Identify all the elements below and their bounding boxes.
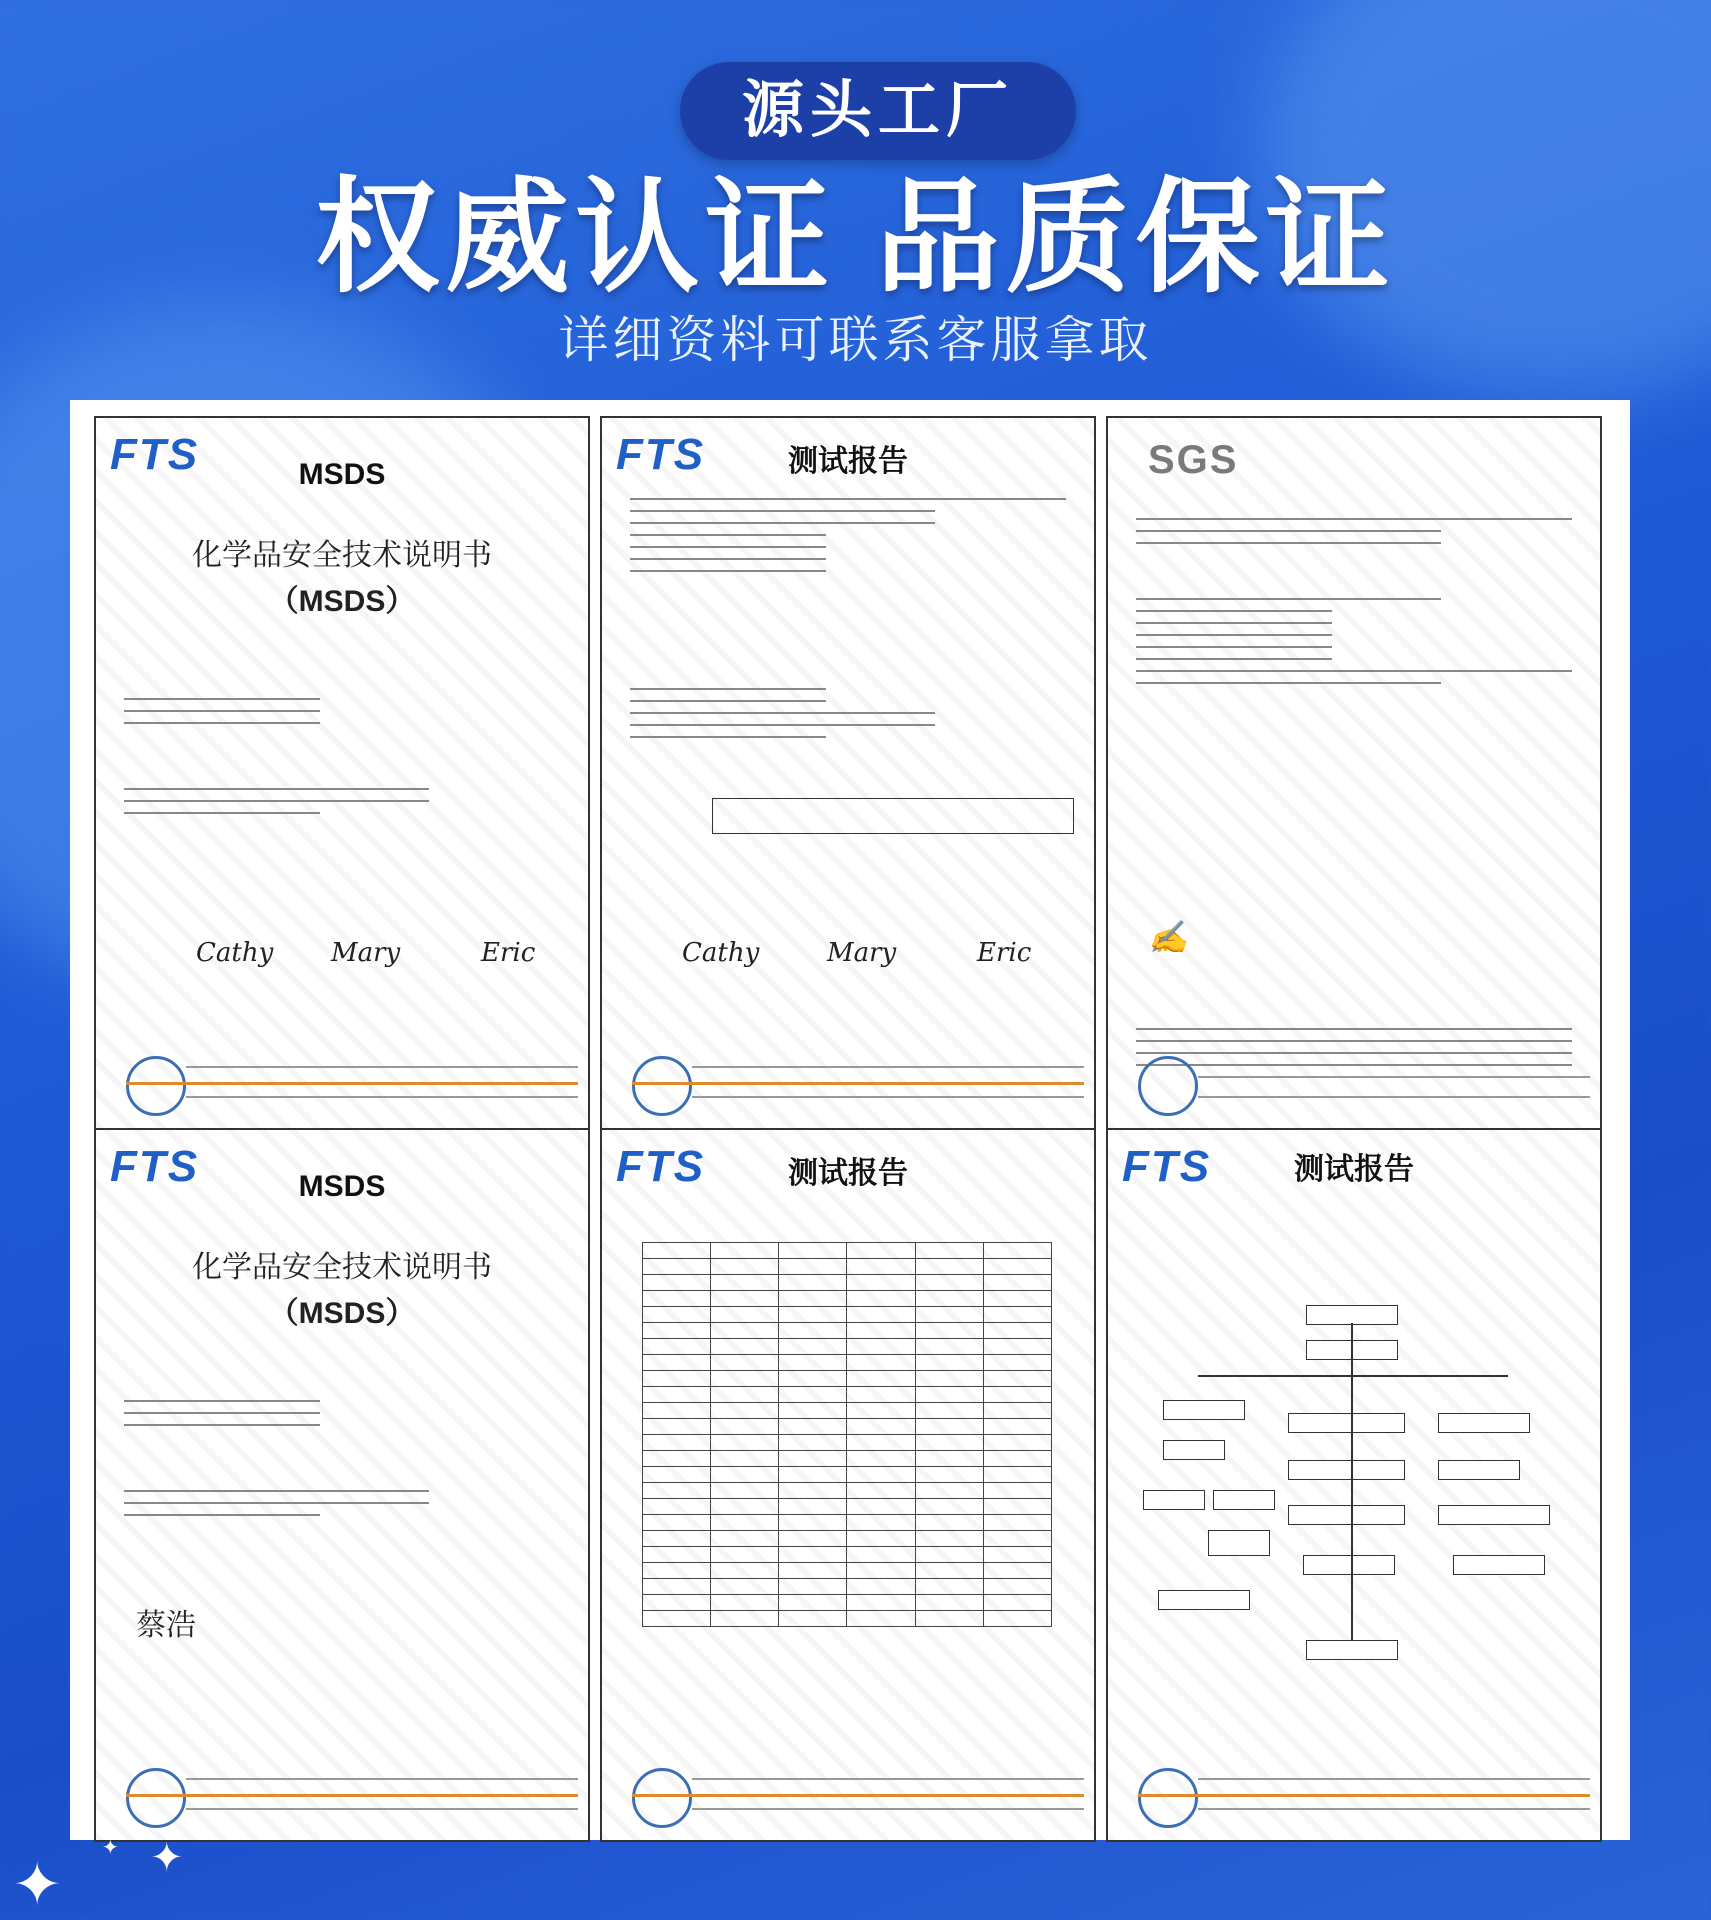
cert-footer — [106, 1056, 578, 1120]
cert-footer — [612, 1056, 1084, 1120]
certificate-msds-2 — [94, 1128, 590, 1842]
flow-box — [1163, 1440, 1225, 1460]
signature: Mary — [827, 938, 897, 968]
fts-logo: FTS — [1122, 1142, 1212, 1191]
cert-text-lines — [1136, 588, 1572, 694]
flow-box — [1208, 1530, 1270, 1556]
cert-title: 测试报告 — [788, 1156, 908, 1191]
cert-heading: 化学品安全技术说明书 — [192, 1250, 492, 1285]
certificate-test-report-2 — [600, 1128, 1096, 1842]
cert-footer — [106, 1768, 578, 1832]
signature: Eric — [977, 938, 1032, 968]
flow-box — [1158, 1590, 1250, 1610]
test-results-table — [642, 1242, 1052, 1627]
flow-box — [1306, 1640, 1398, 1660]
fts-logo: FTS — [616, 1142, 706, 1191]
sparkle-star-icon: ✦ — [12, 1851, 63, 1918]
cert-text-lines — [124, 1480, 560, 1526]
cert-heading: 化学品安全技术说明书 — [192, 538, 492, 573]
fts-logo: FTS — [110, 430, 200, 479]
sgs-logo: SGS — [1148, 438, 1239, 482]
flow-box — [1163, 1400, 1245, 1420]
flow-box — [1453, 1555, 1545, 1575]
flow-box — [1288, 1460, 1405, 1480]
cert-text-lines — [630, 488, 1066, 582]
flow-line — [1198, 1375, 1508, 1377]
certificate-test-report-3 — [1106, 1128, 1602, 1842]
cert-heading-sub: （MSDS） — [268, 1297, 416, 1330]
flow-box — [1213, 1490, 1275, 1510]
fts-logo: FTS — [110, 1142, 200, 1191]
flow-box — [1438, 1413, 1530, 1433]
flow-line — [1351, 1323, 1353, 1640]
conclusion-box — [712, 798, 1074, 834]
flow-box — [1438, 1505, 1550, 1525]
cert-text-lines — [630, 678, 1066, 748]
cert-text-lines — [124, 688, 560, 734]
cert-footer — [1118, 1768, 1590, 1832]
page-subtitle: 详细资料可联系客服拿取 — [558, 312, 1153, 368]
cert-text-lines — [124, 1390, 560, 1436]
fts-logo: FTS — [616, 430, 706, 479]
page-headline: 权威认证 品质保证 — [315, 169, 1396, 307]
source-factory-pill: 源头工厂 — [680, 62, 1076, 160]
cert-footer — [1118, 1056, 1590, 1120]
cert-footer — [612, 1768, 1084, 1832]
signature: Cathy — [682, 938, 760, 968]
certificate-sgs — [1106, 416, 1602, 1130]
signature: Mary — [331, 938, 401, 968]
sparkle-star-icon: ✦ — [150, 1836, 184, 1880]
cert-text-lines — [1136, 508, 1572, 554]
cert-text-lines — [124, 778, 560, 824]
cert-title: 测试报告 — [788, 444, 908, 479]
signature: Cathy — [196, 938, 274, 968]
signature: ✍ — [1148, 918, 1188, 956]
cert-title: MSDS — [298, 1170, 386, 1203]
flow-box — [1288, 1413, 1405, 1433]
sparkle-star-icon: ✦ — [102, 1837, 119, 1859]
certificate-test-report-1 — [600, 416, 1096, 1130]
signature: 蔡浩 — [136, 1608, 196, 1643]
flow-box — [1306, 1305, 1398, 1325]
cert-heading-sub: （MSDS） — [268, 585, 416, 618]
cert-title: MSDS — [298, 458, 386, 491]
certificates-panel — [70, 400, 1630, 1840]
flow-box — [1288, 1505, 1405, 1525]
certificate-msds-1 — [94, 416, 590, 1130]
signature: Eric — [481, 938, 536, 968]
flow-box — [1303, 1555, 1395, 1575]
cert-title: 测试报告 — [1294, 1152, 1414, 1187]
flow-box — [1143, 1490, 1205, 1510]
flow-box — [1438, 1460, 1520, 1480]
